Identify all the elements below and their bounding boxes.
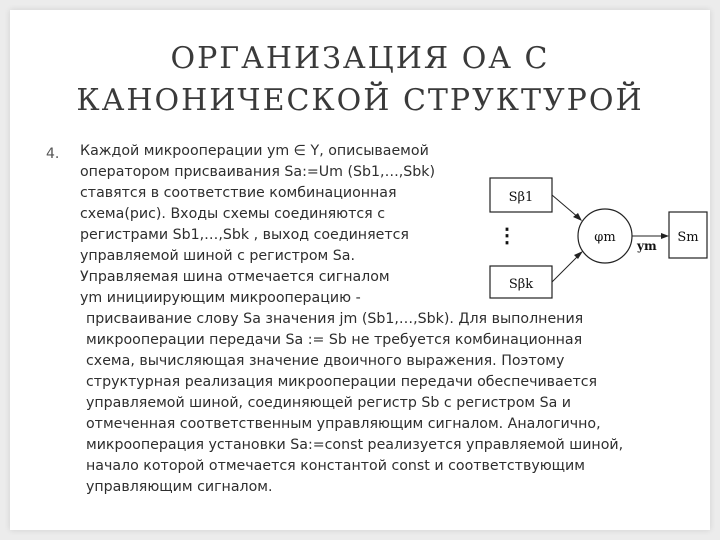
paragraph-line: ставятся в соответствие комбинационная: [80, 185, 397, 201]
paragraph-line: управляющим сигналом.: [86, 479, 273, 495]
title-line-2: КАНОНИЧЕСКОЙ СТРУКТУРОЙ: [76, 83, 644, 118]
node-label: φm: [594, 230, 616, 245]
circuit-diagram: [485, 164, 710, 304]
list-number: 4.: [46, 146, 60, 162]
paragraph-line: схема(рис). Входы схемы соединяются с: [80, 206, 386, 222]
paragraph-line: присваивание слову Sa значения jm (Sb1,…,Sbk). Для выполнения: [86, 311, 584, 327]
paragraph-line: микрооперация установки Sa:=const реализуется управляемой шиной,: [86, 437, 624, 453]
paragraph-line: управляемой шиной с регистром Sa.: [80, 248, 355, 264]
paragraph-line: оператором присваивания Sa:=Um (Sb1,…,Sbk): [80, 164, 436, 180]
slide-title: [0, 38, 720, 122]
paragraph-line: регистрами Sb1,…,Sbk , выход соединяется: [80, 227, 409, 243]
paragraph-line: микрооперации передачи Sa := Sb не требуется комбинационная: [86, 332, 583, 348]
paragraph-line: ym инициирующим микрооперацию -: [80, 290, 361, 306]
paragraph-line: Каждой микрооперации ym ∈ Y, описываемой: [80, 143, 429, 159]
input-bottom-label: Sβk: [508, 277, 534, 292]
ellipsis-mark: ⋮: [497, 223, 517, 247]
paragraph-line: схема, вычисляющая значение двоичного выражения. Поэтому: [86, 353, 565, 369]
input-top-label: Sβ1: [508, 190, 534, 205]
paragraph-line: отмеченная соответственным управляющим сигналом. Аналогично,: [86, 416, 601, 432]
title-line-1: ОРГАНИЗАЦИЯ ОА С: [170, 41, 550, 76]
signal-label: ym: [637, 239, 657, 253]
paragraph-line: управляемой шиной, соединяющей регистр Sb с регистром Sa и: [86, 395, 572, 411]
output-label: Sm: [677, 230, 699, 245]
paragraph-line: Управляемая шина отмечается сигналом: [80, 269, 390, 285]
paragraph-line: структурная реализация микрооперации передачи обеспечивается: [86, 374, 598, 390]
paragraph-line: начало которой отмечается константой const и соответствующим: [86, 458, 585, 474]
